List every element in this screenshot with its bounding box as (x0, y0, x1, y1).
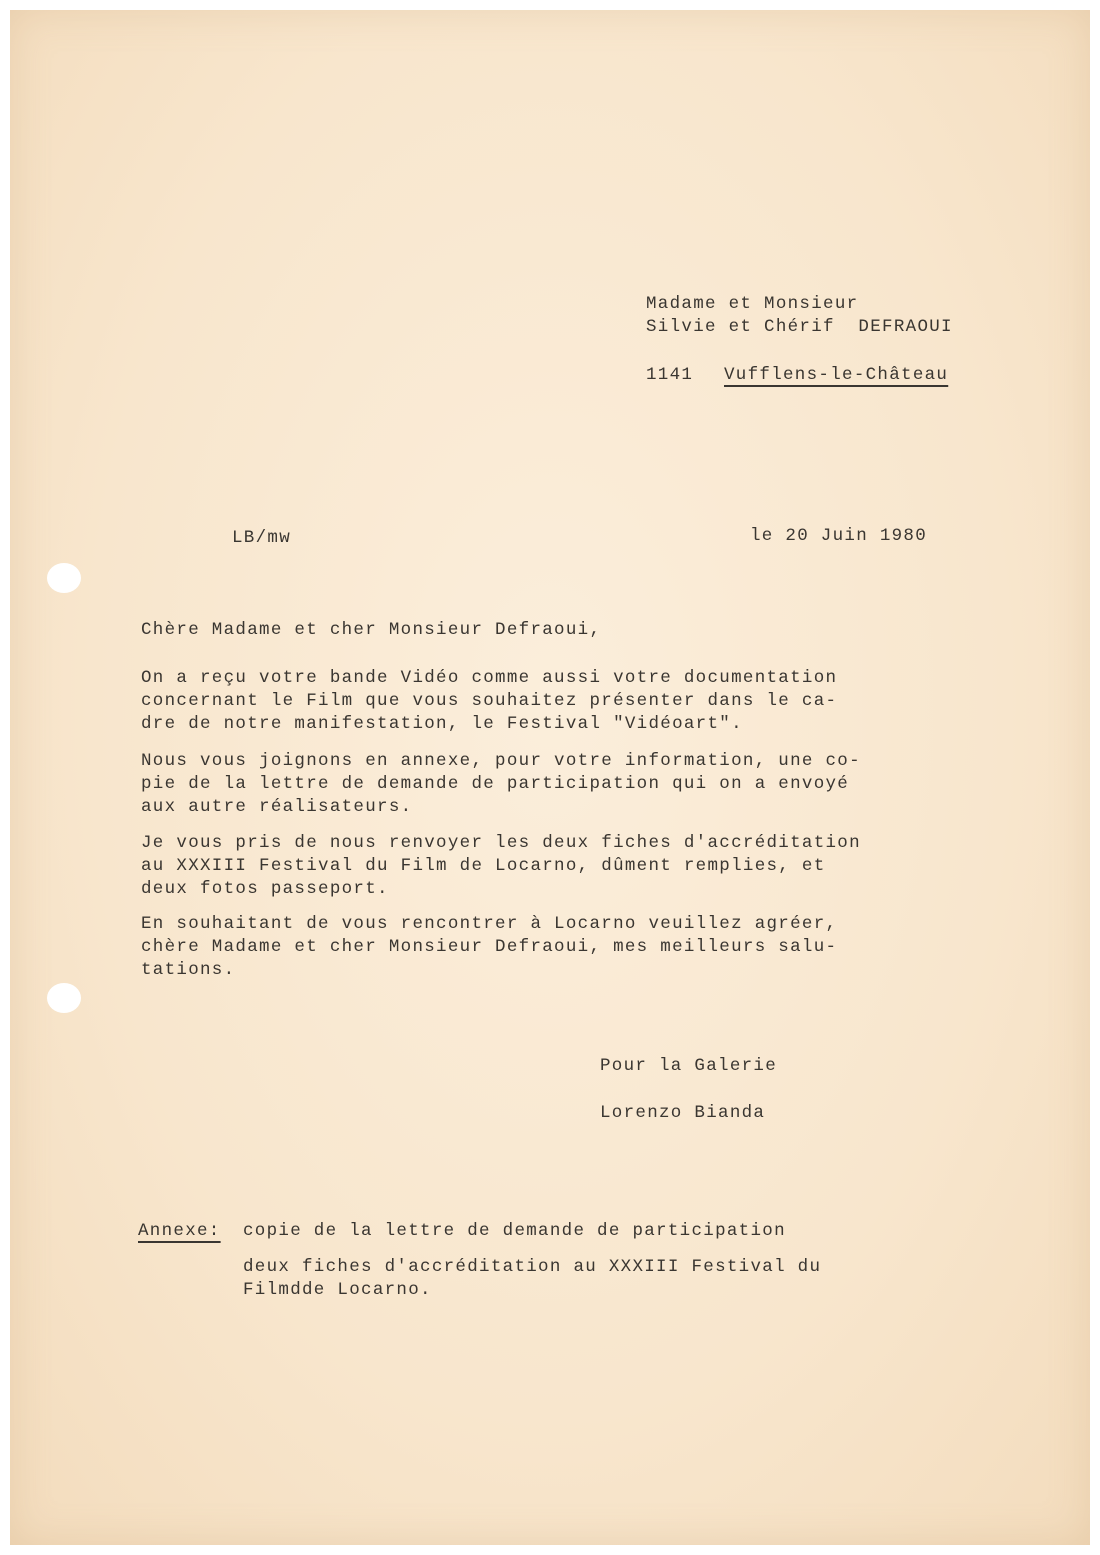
body-line: On a reçu votre bande Vidéo comme aussi votre documentation (141, 668, 838, 688)
body-line: concernant le Film que vous souhaitez présenter dans le ca- (141, 691, 838, 711)
body-line: aux autre réalisateurs. (141, 797, 413, 817)
annex-item-2-line-1: deux fiches d'accréditation au XXXIII Festival du (243, 1257, 822, 1277)
signature-name: Lorenzo Bianda (600, 1103, 766, 1123)
recipient-postcode: 1141 (646, 365, 694, 385)
body-line: deux fotos passeport. (141, 879, 389, 899)
signature-organization: Pour la Galerie (600, 1056, 778, 1076)
body-line: pie de la lettre de demande de participation qui on a envoyé (141, 774, 850, 794)
annex-item-1: copie de la lettre de demande de participation (243, 1221, 786, 1241)
body-line: En souhaitant de vous rencontrer à Locarno veuillez agréer, (141, 914, 838, 934)
body-line: tations. (141, 960, 236, 980)
annex-item-2-line-2: Filmdde Locarno. (243, 1280, 432, 1300)
recipient-city: Vufflens-le-Château (724, 365, 949, 385)
body-line: dre de notre manifestation, le Festival "Vidéoart". (141, 714, 743, 734)
annex-label: Annexe: (138, 1221, 221, 1241)
letter-date: le 20 Juin 1980 (750, 526, 928, 546)
body-line: Je vous pris de nous renvoyer les deux fiches d'accréditation (141, 833, 861, 853)
body-line: Nous vous joignons en annexe, pour votre information, une co- (141, 751, 861, 771)
body-line: chère Madame et cher Monsieur Defraoui, mes meilleurs salu- (141, 937, 838, 957)
recipient-line-2: Silvie et Chérif DEFRAOUI (646, 317, 953, 337)
body-line: au XXXIII Festival du Film de Locarno, dûment remplies, et (141, 856, 826, 876)
punch-hole-bottom (47, 983, 81, 1013)
punch-hole-top (47, 563, 81, 593)
reference-initials: LB/mw (232, 528, 292, 548)
recipient-line-1: Madame et Monsieur (646, 294, 859, 314)
salutation: Chère Madame et cher Monsieur Defraoui, (141, 620, 602, 640)
